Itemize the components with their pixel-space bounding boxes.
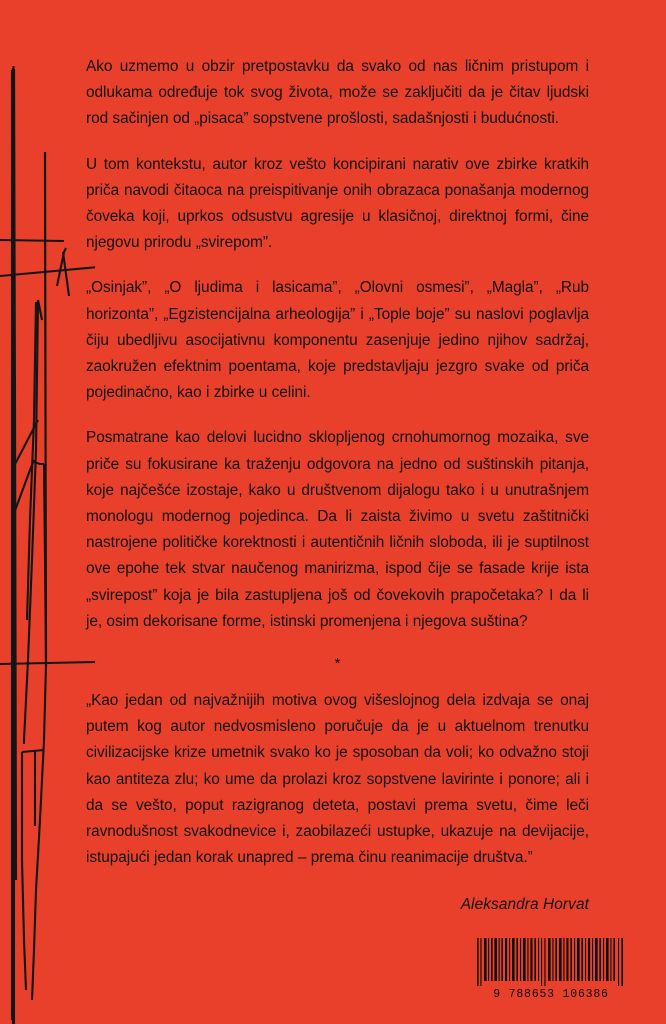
review-quote: „Kao jedan od najvažnijih motiva ovog višeslojnog dela izdvaja se onaj putem kog autor nedvosmisleno poručuje da je u aktuelnom trenutku civilizacijske krize umetnik svako ko je sposoban da voli; ko odvažno stoji kao antiteza zlu; ko ume da prolazi kroz sopstvene lavirinte i ponore; ali i da se vešto, poput razigranog deteta, postavi prema svetu, čime leči ravnodušnost svakodnevice i, zaobilazeći ustupke, ukazuje na devijacije, istupajući jedan korak unapred – prema činu reanimacije društva.” — [86, 692, 589, 867]
section-divider-asterisk: * — [334, 655, 341, 673]
blurb-paragraph-4: Posmatrane kao delovi lucidno sklopljenog crnohumornog mozaika, sve priče su fokusirane ka traženju odgovora na jedno od suštinskih pitanja, koje najčešće izostaje, kako u društvenom dijalogu tako i u unutrašnjem monologu modernog pojedinca. Da li zaista živimo u svetu zaštitnički nastrojene političke korektnosti i autentičnih ličnih sloboda, ili je suptilnost ove epohe tek stvar naučenog manirizma, ispod čije se fasade krije ista „svirepost” koja je bila zastupljena još od čovekovih prapočetaka? I da li je, osim dekorisane forme, istinski promenjena i njegova suština? — [86, 429, 589, 630]
blurb-paragraph-3: „Osinjak”, „O ljudima i lasicama”, „Olovni osmesi”, „Magla”, „Rub horizonta”, „Egzistencijalna arheologija” i „Tople boje” su naslovi poglavlja čiju ubedljivu asocijativnu komponentu zasenjuje jedino njihov sadržaj, zaokružen efektnim poentama, koje predstavljaju jezgro svake od priča pojedinačno, kao i zbirke u celini. — [86, 279, 589, 402]
ean13-barcode-icon — [475, 938, 627, 986]
blurb-column — [86, 54, 589, 917]
decorative-line-art — [0, 0, 95, 1024]
blurb-paragraph-2: U tom kontekstu, autor kroz vešto koncipirani narativ ove zbirke kratkih priča navodi čitaoca na preispitivanje onih obrazaca ponašanja modernog čoveka koji, uprkos odsustvu agresije u klasičnoj, direktnoj formi, čine njegovu prirodu „svirepom”. — [86, 155, 589, 252]
barcode-block — [475, 938, 627, 1001]
quote-attribution: Aleksandra Horvat — [460, 896, 589, 914]
barcode-number: 9 788653 106386 — [493, 988, 609, 1001]
blurb-paragraph-1: Ako uzmemo u obzir pretpostavku da svako od nas ličnim pristupom i odlukama određuje tok svog života, može se zaključiti da je čitav ljudski rod sačinjen od „pisaca” sopstvene prošlosti, sadašnjosti i budućnosti. — [86, 58, 589, 128]
